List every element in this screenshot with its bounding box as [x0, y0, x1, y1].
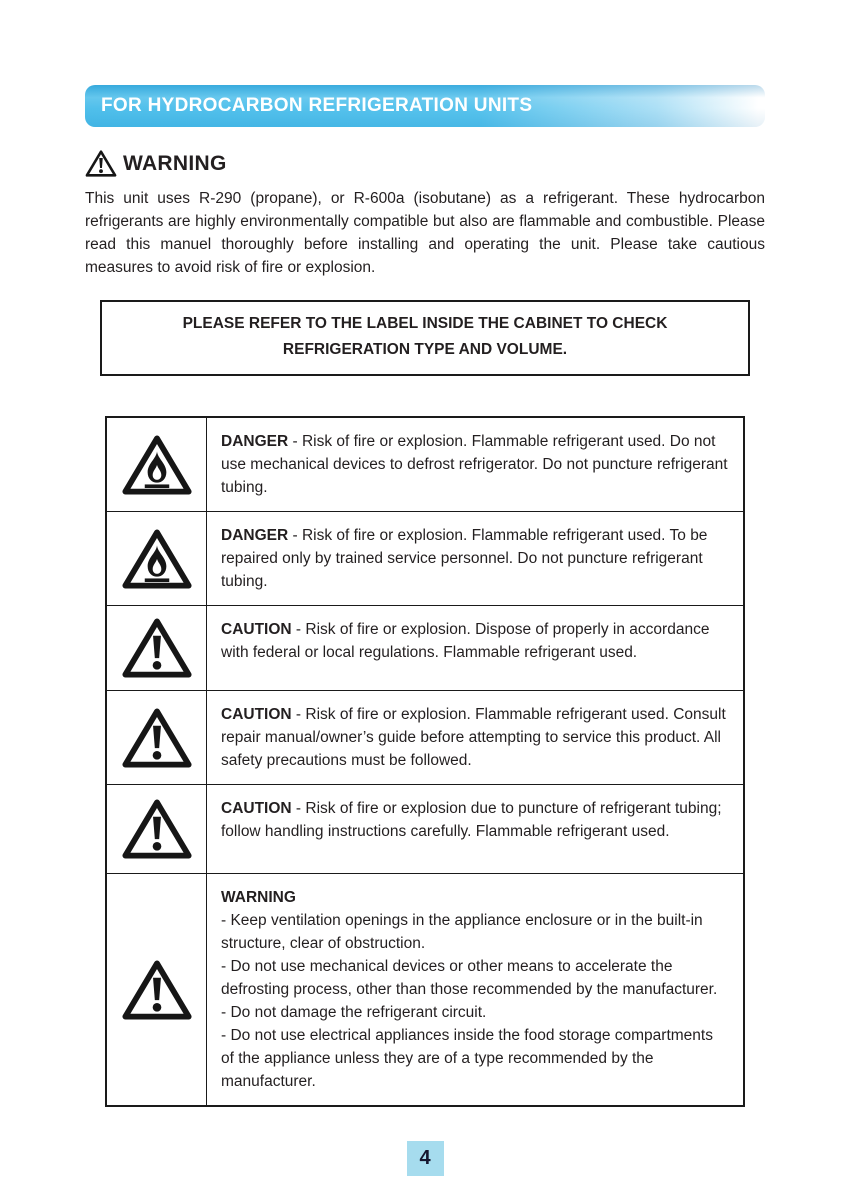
icon-cell [107, 691, 207, 784]
text-cell [207, 874, 743, 1105]
text-cell [207, 606, 743, 690]
row-text: - Risk of fire or explosion. Flammable refrigerant used. To be repaired only by trained service personnel. Do not puncture refrigerant tubing. [221, 527, 708, 590]
warning-triangle-icon [85, 149, 117, 178]
exclamation-warning-icon [121, 958, 193, 1022]
page-title: FOR HYDROCARBON REFRIGERATION UNITS [101, 95, 533, 116]
table-row [107, 874, 743, 1105]
warning-list-line: - Do not use electrical appliances inside the food storage compartments of the appliance unless they are of a type recommended by the manufacturer. [221, 1027, 713, 1090]
severity-label: WARNING [221, 889, 296, 906]
text-cell [207, 785, 743, 873]
exclamation-warning-icon [121, 797, 193, 861]
table-row [107, 691, 743, 785]
row-text: - Risk of fire or explosion due to puncture of refrigerant tubing; follow handling instructions carefully. Flammable refrigerant used. [221, 800, 722, 840]
text-cell [207, 512, 743, 605]
table-row [107, 785, 743, 874]
warning-heading [85, 149, 765, 178]
text-cell [207, 418, 743, 511]
icon-cell [107, 785, 207, 873]
severity-label: CAUTION [221, 706, 292, 723]
exclamation-warning-icon [121, 706, 193, 770]
severity-label: DANGER [221, 433, 289, 450]
table-row [107, 418, 743, 512]
flammable-warning-icon [121, 433, 193, 497]
row-text: - Risk of fire or explosion. Flammable refrigerant used. Consult repair manual/owner’s guide before attempting to service this product. All safety precautions must be followed. [221, 706, 726, 769]
icon-cell [107, 606, 207, 690]
warning-list-line: - Keep ventilation openings in the appliance enclosure or in the built-in structure, clear of obstruction. [221, 912, 703, 952]
section-header-bar [85, 85, 765, 127]
table-row [107, 606, 743, 691]
exclamation-warning-icon [121, 616, 193, 680]
refer-box [100, 300, 750, 376]
flammable-warning-icon [121, 527, 193, 591]
warning-list-line: - Do not use mechanical devices or other means to accelerate the defrosting process, other than those recommended by the manufacturer. [221, 958, 718, 998]
icon-cell [107, 418, 207, 511]
table-row [107, 512, 743, 606]
row-text: - Risk of fire or explosion. Flammable refrigerant used. Do not use mechanical devices to defrost refrigerator. Do not puncture refrigerant tubing. [221, 433, 728, 496]
icon-cell [107, 874, 207, 1105]
severity-label: CAUTION [221, 800, 292, 817]
severity-label: DANGER [221, 527, 289, 544]
page-number-badge: 4 [407, 1141, 444, 1176]
refer-box-text: PLEASE REFER TO THE LABEL INSIDE THE CABINET TO CHECK REFRIGERATION TYPE AND VOLUME. [182, 315, 668, 358]
intro-paragraph: This unit uses R-290 (propane), or R-600a (isobutane) as a refrigerant. These hydrocarbon refrigerants are highly environmentally compatible but also are flammable and combustible. Please read this manuel thoroughly before installing and operating the unit. Please take cautious measures to avoid risk of fire or explosion. [85, 190, 765, 276]
row-text: - Risk of fire or explosion. Dispose of properly in accordance with federal or local regulations. Flammable refrigerant used. [221, 621, 710, 661]
warning-heading-label: WARNING [123, 151, 227, 175]
severity-label: CAUTION [221, 621, 292, 638]
text-cell [207, 691, 743, 784]
icon-cell [107, 512, 207, 605]
warning-list-line: - Do not damage the refrigerant circuit. [221, 1004, 487, 1021]
safety-table [105, 416, 745, 1107]
